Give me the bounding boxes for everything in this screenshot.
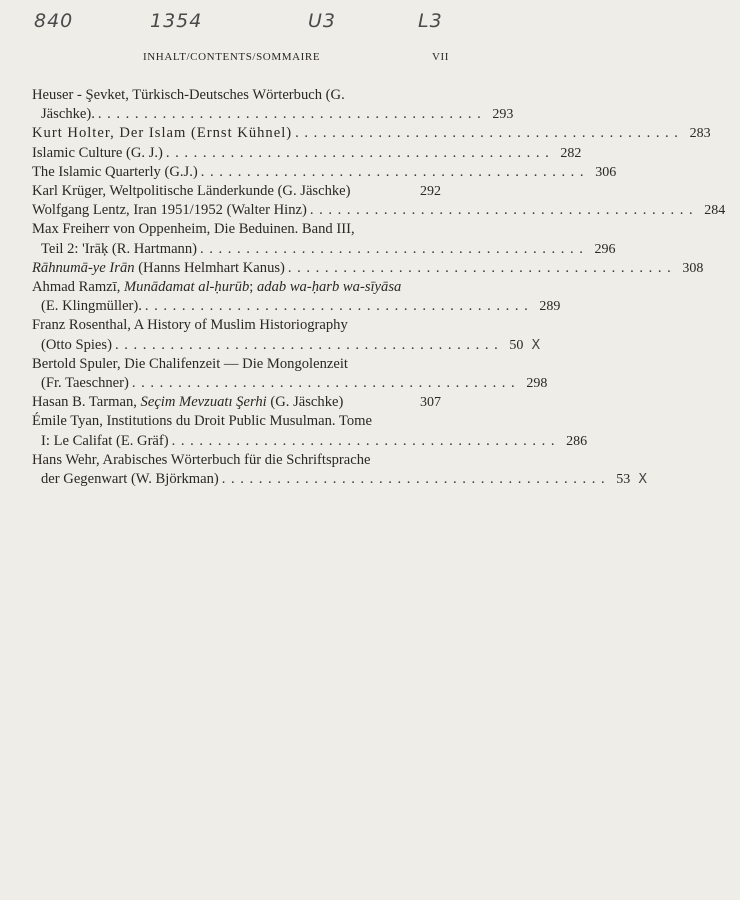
toc-entry — [32, 86, 514, 124]
toc-entry-italic-title: Munādamat al-ḥurūb — [124, 279, 250, 296]
toc-entry-text: ; — [249, 279, 257, 296]
toc-entry-text: (Hanns Helmhart Kanus) — [134, 259, 285, 276]
handwritten-note: 1354 — [150, 10, 203, 32]
toc-entry-text: The Islamic Quarterly (G.J.) — [32, 163, 198, 180]
toc-entry-italic-title: Seçim Mevzuatı Şerhi — [140, 394, 267, 411]
dot-leader: .......................................... — [221, 471, 611, 488]
handwritten-note: 840 — [34, 10, 74, 32]
toc-entry-text: I: Le Califat (E. Gräf) — [41, 432, 169, 449]
toc-entry — [32, 163, 617, 182]
toc-page-number: 289 — [539, 299, 561, 315]
toc-entry-text: Max Freiherr von Oppenheim, Die Beduinen. Band III, — [32, 221, 355, 238]
toc-entry-text: Jäschke). — [41, 106, 95, 123]
toc-page-number: 298 — [526, 376, 548, 392]
dot-leader: .......................................... — [295, 125, 684, 142]
toc-entry-italic-title: Rāhnumā-ye Irān — [32, 259, 135, 276]
toc-entry — [32, 451, 648, 489]
toc-page-number: 307 — [420, 395, 441, 411]
toc-page-number: 292 — [420, 184, 441, 200]
toc-entry-text: Bertold Spuler, Die Chalifenzeit — Die Mongolenzeit — [32, 355, 348, 372]
handwritten-note: L3 — [418, 10, 443, 32]
handwritten-note: U3 — [308, 10, 336, 32]
toc-entry-text: Wolfgang Lentz, Iran 1951/1952 (Walter Hinz) — [32, 202, 307, 219]
dot-leader: .......................................... — [165, 144, 555, 161]
toc-entry-text: (Otto Spies) — [41, 336, 112, 353]
toc-entry-text: Kurt Holter, Der Islam (Ernst Kühnel) — [32, 125, 293, 142]
toc-page-number: 283 — [689, 126, 711, 142]
toc-page-number: 53 — [616, 472, 631, 488]
toc-page-number: 296 — [594, 241, 616, 257]
dot-leader: .......................................... — [131, 375, 521, 392]
toc-page-number: 282 — [560, 145, 582, 161]
toc-page-number: 286 — [566, 433, 588, 449]
toc-page-number: 293 — [492, 107, 514, 123]
toc-page-number: 284 — [704, 203, 726, 219]
toc-page-number: 50 — [509, 337, 524, 353]
dot-leader: .......................................... — [114, 336, 504, 353]
dot-leader: .......................................... — [287, 259, 677, 276]
toc-entry-text: Hans Wehr, Arabisches Wörterbuch für die Schriftsprache — [32, 451, 371, 468]
toc-entry — [32, 355, 548, 393]
running-head-title: INHALT/CONTENTS/SOMMAIRE — [143, 51, 321, 63]
toc-entry-text: der Gegenwart (W. Björkman) — [41, 471, 219, 488]
running-head-page-number: VII — [432, 51, 450, 63]
toc-entry — [32, 316, 541, 354]
toc-entry — [32, 201, 726, 220]
toc-entry-text: Franz Rosenthal, A History of Muslim Historiography — [32, 317, 348, 334]
toc-entry — [32, 259, 704, 278]
dot-leader: .......................................... — [200, 163, 590, 180]
toc-entry-text: Émile Tyan, Institutions du Droit Public Musulman. Tome — [32, 413, 372, 430]
handwritten-mark: X — [531, 337, 541, 353]
dot-leader: .......................................... — [171, 432, 561, 449]
toc-entry-text: Islamic Culture (G. J.) — [32, 144, 163, 161]
toc-entry-text: (E. Klingmüller). — [41, 298, 142, 315]
dot-leader: .......................................... — [97, 106, 487, 123]
toc-page-number: 308 — [682, 260, 704, 276]
toc-page-number: 306 — [595, 164, 617, 180]
toc-entry — [32, 278, 561, 316]
toc-entry — [32, 144, 582, 163]
toc-entry-italic-title: adab wa-ḥarb wa-sīyāsa — [256, 279, 402, 296]
dot-leader: .......................................... — [309, 202, 699, 219]
toc-entry-text: Teil 2: 'Irāķ (R. Hartmann) — [41, 240, 198, 257]
toc-entry — [32, 124, 711, 143]
toc-entry — [32, 412, 588, 450]
handwritten-mark: X — [638, 472, 648, 488]
toc-entry — [32, 182, 456, 201]
toc-entry — [32, 393, 456, 412]
table-of-contents — [32, 86, 726, 489]
dot-leader: .......................................... — [144, 298, 534, 315]
toc-entry-text: (G. Jäschke) — [266, 394, 344, 411]
toc-entry-text: (Fr. Taeschner) — [41, 375, 129, 392]
toc-entry-text: Ahmad Ramzī, — [32, 279, 125, 296]
dot-leader: .......................................... — [200, 240, 589, 257]
toc-entry-text: Hasan B. Tarman, — [32, 394, 141, 411]
toc-entry-text: Heuser - Şevket, Türkisch-Deutsches Wörterbuch (G. — [32, 87, 345, 103]
toc-entry-text: Karl Krüger, Weltpolitische Länderkunde (G. Jäschke) — [32, 183, 351, 200]
toc-entry — [32, 220, 616, 258]
